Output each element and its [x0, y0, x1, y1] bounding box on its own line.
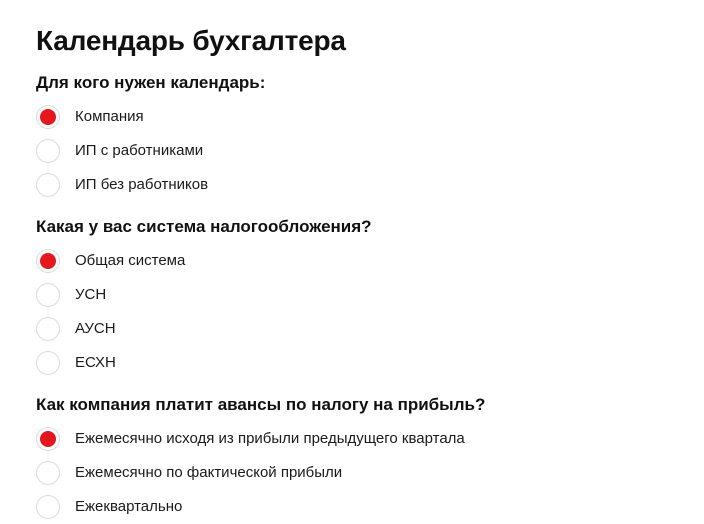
radio-dot — [40, 109, 56, 125]
radio-button[interactable] — [36, 351, 60, 375]
option-label: Ежемесячно по фактической прибыли — [75, 464, 343, 481]
radio-button[interactable] — [36, 317, 60, 341]
radio-group-tax-system — [36, 244, 372, 380]
radio-option-ip-without-employees[interactable] — [36, 168, 265, 202]
radio-button[interactable] — [36, 249, 60, 273]
radio-option-quarterly[interactable] — [36, 490, 485, 524]
radio-option-ip-with-employees[interactable] — [36, 134, 265, 168]
radio-dot — [40, 321, 56, 337]
question-profit-tax-advances — [36, 394, 485, 524]
option-label: ИП с работниками — [75, 142, 204, 159]
radio-dot — [40, 499, 56, 515]
radio-group-calendar-for — [36, 100, 265, 202]
option-label: Компания — [75, 108, 144, 125]
radio-button[interactable] — [36, 105, 60, 129]
question-tax-system — [36, 216, 372, 380]
radio-dot — [40, 431, 56, 447]
option-label: АУСН — [75, 320, 116, 337]
radio-button[interactable] — [36, 173, 60, 197]
radio-dot — [40, 253, 56, 269]
option-label: УСН — [75, 286, 107, 303]
radio-option-monthly-actual-profit[interactable] — [36, 456, 485, 490]
radio-button[interactable] — [36, 139, 60, 163]
radio-option-usn[interactable] — [36, 278, 372, 312]
radio-button[interactable] — [36, 427, 60, 451]
question-label: Для кого нужен календарь: — [36, 73, 266, 92]
radio-dot — [40, 177, 56, 193]
page-title: Календарь бухгалтера — [36, 25, 346, 56]
radio-dot — [40, 287, 56, 303]
radio-option-eskhn[interactable] — [36, 346, 372, 380]
radio-dot — [40, 465, 56, 481]
option-label: Ежеквартально — [75, 498, 183, 515]
option-label: Общая система — [75, 252, 186, 269]
radio-button[interactable] — [36, 461, 60, 485]
option-label: ЕСХН — [75, 354, 116, 371]
radio-group-profit-tax-advances — [36, 422, 485, 524]
radio-button[interactable] — [36, 495, 60, 519]
radio-dot — [40, 355, 56, 371]
question-label: Как компания платит авансы по налогу на прибыль? — [36, 395, 486, 414]
question-label: Какая у вас система налогообложения? — [36, 217, 372, 236]
accountant-calendar-form — [36, 22, 686, 515]
radio-option-general-system[interactable] — [36, 244, 372, 278]
question-calendar-for — [36, 72, 265, 202]
radio-dot — [40, 143, 56, 159]
option-label: Ежемесячно исходя из прибыли предыдущего квартала — [75, 430, 465, 447]
radio-option-monthly-prev-quarter[interactable] — [36, 422, 485, 456]
radio-button[interactable] — [36, 283, 60, 307]
option-label: ИП без работников — [75, 176, 209, 193]
radio-option-ausn[interactable] — [36, 312, 372, 346]
radio-option-company[interactable] — [36, 100, 265, 134]
